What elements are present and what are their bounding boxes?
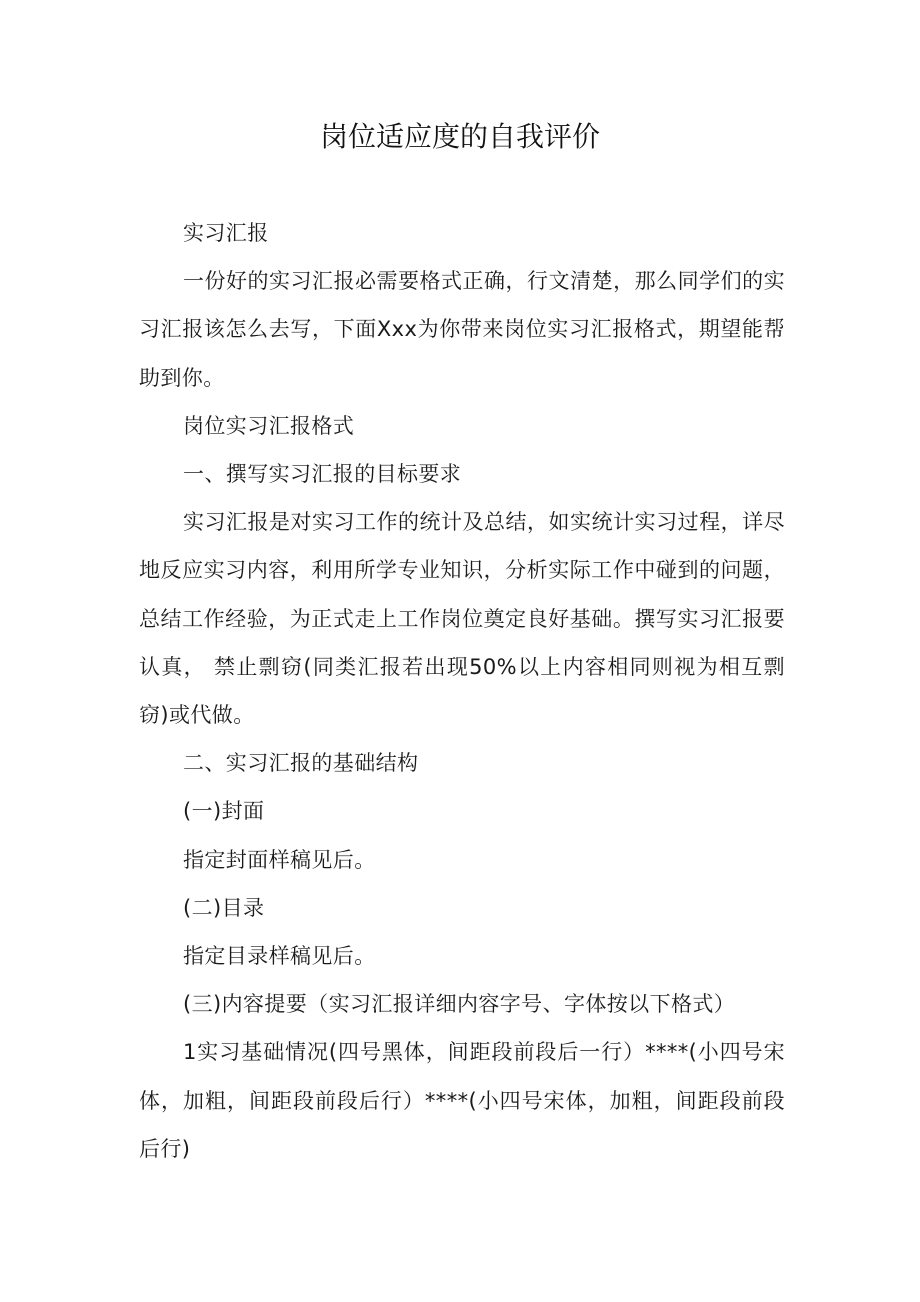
paragraph-cover-note: 指定封面样稿见后。 <box>183 847 376 872</box>
paragraph-heading-report: 实习汇报 <box>183 221 269 245</box>
paragraph-basic-info: 1实习基础情况(四号黑体，间距段前段后一行）****(小四号宋体，加粗，间距段前段后行）****(小四号宋体，加粗，间距段前段后行) <box>139 1040 785 1161</box>
paragraph-intro: 一份好的实习汇报必需要格式正确，行文清楚，那么同学们的实习汇报该怎么去写，下面Xxx为你带来岗位实习汇报格式，期望能帮助到你。 <box>139 269 785 390</box>
paragraph-format-heading: 岗位实习汇报格式 <box>183 413 355 438</box>
subsection-toc: (二)目录 <box>183 895 265 920</box>
paragraph-toc-note: 指定目录样稿见后。 <box>183 944 376 969</box>
document-title: 岗位适应度的自我评价 <box>319 120 600 153</box>
section-heading-structure: 二、实习汇报的基础结构 <box>183 751 419 776</box>
subsection-cover: (一)封面 <box>183 799 265 824</box>
document-body <box>139 209 785 1173</box>
paragraph-requirements: 实习汇报是对实习工作的统计及总结，如实统计实习过程，详尽地反应实习内容，利用所学专业知识，分析实际工作中碰到的问题，总结工作经验，为正式走上工作岗位奠定良好基础。撰写实习汇报要认真， 禁止剽窃(同类汇报若出现50%以上内容相同则视为相互剽窃)或代做。 <box>139 510 785 728</box>
subsection-summary: (三)内容提要（实习汇报详细内容字号、字体按以下格式） <box>183 992 736 1017</box>
section-heading-requirements: 一、撰写实习汇报的目标要求 <box>183 462 462 487</box>
